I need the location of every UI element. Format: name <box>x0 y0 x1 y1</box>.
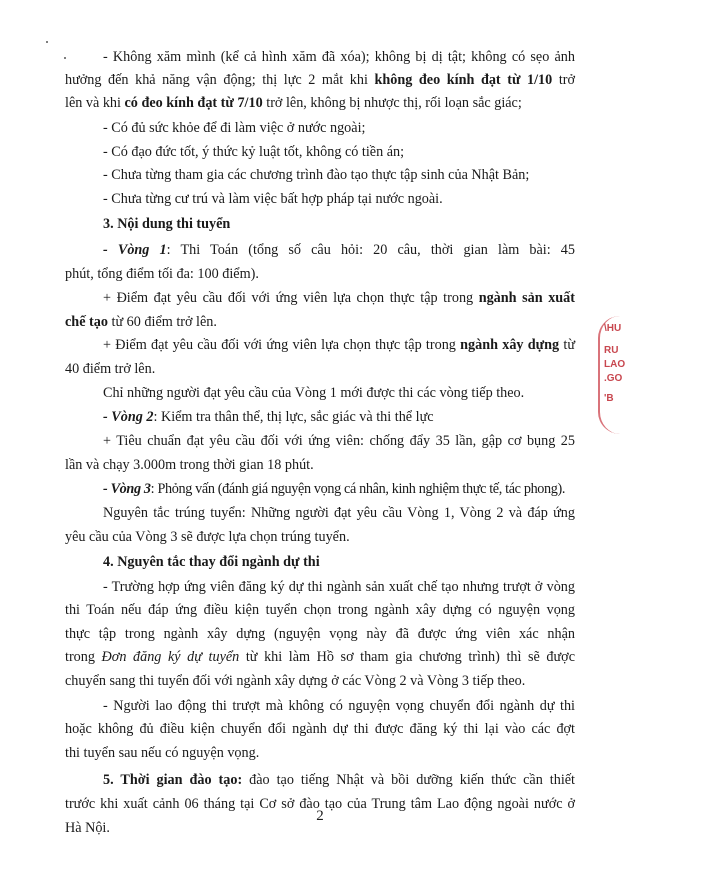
round-1-criterion: chế tạo từ 60 điểm trở lên. <box>65 314 217 330</box>
condition-line: - Có đủ sức khỏe để đi làm việc ở nước ngoài; <box>103 120 366 136</box>
round-3-line: - Vòng 3: Phỏng vấn (đánh giá nguyện vọng cá nhân, kinh nghiệm thực tế, tác phong). <box>103 481 566 497</box>
round-1-criterion: + Điểm đạt yêu cầu đối với ứng viên lựa chọn thực tập trong ngành xây dựng từ <box>103 337 576 353</box>
section-4-paragraph: thực tập trong ngành xây dựng (nguyện vọng này đã được ứng viên xác nhận <box>65 626 575 642</box>
condition-line: lên và khi có đeo kính đạt từ 7/10 trở lên, không bị nhược thị, rối loạn sắc giác; <box>65 95 522 111</box>
condition-line: hưởng đến khả năng vận động; thị lực 2 mắt khi không đeo kính đạt từ 1/10 trở <box>65 72 575 88</box>
round-2-line: - Vòng 2: Kiểm tra thân thể, thị lực, sắc giác và thi thể lực <box>103 409 434 425</box>
condition-line: - Chưa từng cư trú và làm việc bất hợp pháp tại nước ngoài. <box>103 191 443 207</box>
round-1-line: - Vòng 1: Thi Toán (tổng số câu hỏi: 20 câu, thời gian làm bài: 45 <box>103 242 575 258</box>
round-2-criterion: + Tiêu chuẩn đạt yêu cầu đối với ứng viên: chống đẩy 35 lần, gập cơ bụng 25 <box>103 433 575 449</box>
section-4-paragraph: thi Toán nếu đáp ứng điều kiện tuyển chọn trong ngành xây dựng có nguyện vọng <box>65 602 575 618</box>
section-heading: 3. Nội dung thi tuyển <box>103 216 231 232</box>
scan-speck <box>46 41 48 43</box>
condition-line: - Không xăm mình (kể cả hình xăm đã xóa); không bị dị tật; không có sẹo ảnh <box>103 49 575 65</box>
section-4-paragraph: trong Đơn đăng ký dự tuyển từ khi làm Hồ sơ tham gia chương trình) thì sẽ được <box>65 649 575 665</box>
condition-line: - Có đạo đức tốt, ý thức kỷ luật tốt, không có tiền án; <box>103 144 405 160</box>
condition-line: - Chưa từng tham gia các chương trình đào tạo thực tập sinh của Nhật Bản; <box>103 167 530 183</box>
seal-stamp-fragment: \HU RU LAO .GO 'B <box>598 316 620 434</box>
section-5-paragraph: 5. Thời gian đào tạo: đào tạo tiếng Nhật và bồi dưỡng kiến thức cần thiết <box>103 772 575 788</box>
round-1-note: Chỉ những người đạt yêu cầu của Vòng 1 mới được thi các vòng tiếp theo. <box>103 385 525 401</box>
round-1-criterion: 40 điểm trở lên. <box>65 361 156 377</box>
section-4-paragraph: chuyển sang thi tuyển đối với ngành xây dựng ở các Vòng 2 và Vòng 3 tiếp theo. <box>65 673 526 689</box>
section-heading: 4. Nguyên tắc thay đổi ngành dự thi <box>103 554 320 570</box>
section-4-paragraph: - Người lao động thi trượt mà không có nguyện vọng chuyển đổi ngành dự thi <box>103 698 575 714</box>
round-1-criterion: + Điểm đạt yêu cầu đối với ứng viên lựa chọn thực tập trong ngành sản xuất <box>103 290 575 306</box>
section-4-paragraph: hoặc không đủ điều kiện chuyển đổi ngành dự thi được đăng ký thi lại vào các đợt <box>65 721 575 737</box>
round-1-line: phút, tổng điểm tối đa: 100 điểm). <box>65 266 259 282</box>
section-5-paragraph: Hà Nội. <box>65 820 110 836</box>
page-number: 2 <box>316 808 324 824</box>
selection-principle: yêu cầu của Vòng 3 sẽ được lựa chọn trúng tuyển. <box>65 529 350 545</box>
section-5-paragraph: trước khi xuất cảnh 06 tháng tại Cơ sở đào tạo của Trung tâm Lao động ngoài nước ở <box>65 796 575 812</box>
selection-principle: Nguyên tắc trúng tuyển: Những người đạt yêu cầu Vòng 1, Vòng 2 và đáp ứng <box>103 505 575 521</box>
section-4-paragraph: thi tuyển sau nếu có nguyện vọng. <box>65 745 260 761</box>
round-2-criterion: lần và chạy 3.000m trong thời gian 18 phút. <box>65 457 314 473</box>
section-4-paragraph: - Trường hợp ứng viên đăng ký dự thi ngành sản xuất chế tạo nhưng trượt ở vòng <box>103 579 575 595</box>
